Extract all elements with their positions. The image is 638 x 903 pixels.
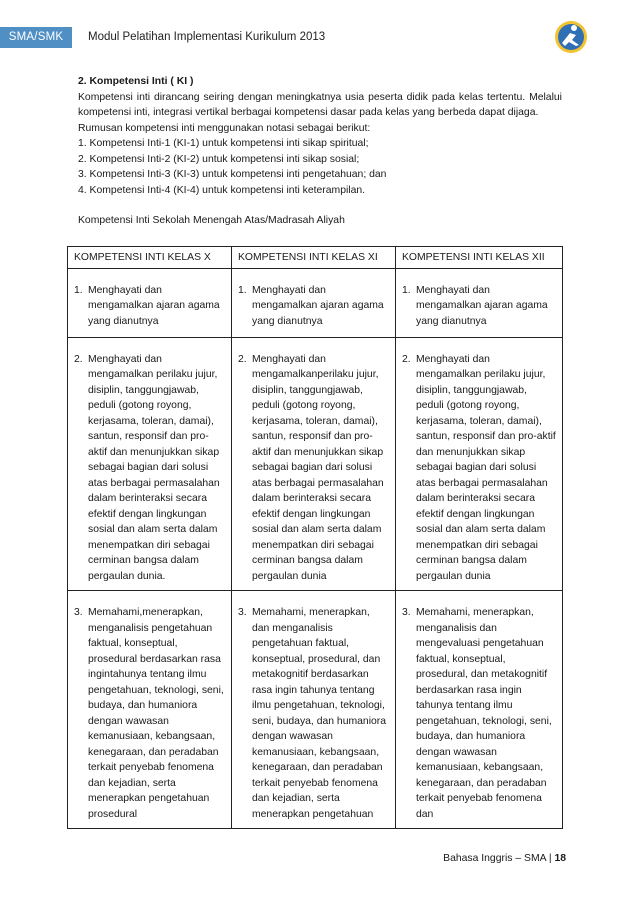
item-text: Memahami,menerapkan, menganalisis pengetahuan faktual, konseptual, prosedural berdasarkan rasa ingintahunya tentang ilmu pengetahuan, teknologi, seni, budaya, dan humaniora dengan wawasan kemanusiaan, kebangsaan, kenegaraan, dan peradaban terkait penyebab fenomena dan kejadian, serta menerapkan pengetahuan prosedural xyxy=(88,607,224,820)
table-cell xyxy=(68,591,232,829)
item-number: 1. xyxy=(74,284,83,296)
page-footer xyxy=(0,851,566,866)
page-number: 18 xyxy=(554,853,566,864)
item-text: Menghayati dan mengamalkan perilaku jujur, disiplin, tanggungjawab, peduli (gotong royong, kerjasama, toleran, damai), santun, responsif dan pro-aktif dan menunjukkan sikap sebagai bagian dari solusi atas berbagai permasalahan dalam berinteraksi secara efektif dengan lingkungan sosial dan alam serta dalam menempatkan diri sebagai cerminan bangsa dalam pergaulan dunia xyxy=(416,353,556,582)
section-title: 2. Kompetensi Inti ( KI ) xyxy=(78,76,194,87)
table-cell xyxy=(232,337,396,591)
notation-item: 1. Kompetensi Inti-1 (KI-1) untuk kompetensi inti sikap spiritual; xyxy=(78,138,369,149)
table-cell xyxy=(396,337,563,591)
module-title: Modul Pelatihan Implementasi Kurikulum 2013 xyxy=(88,31,326,43)
table-cell xyxy=(232,591,396,829)
table-row xyxy=(68,591,563,829)
section-intro: Kompetensi inti dirancang seiring dengan meningkatnya usia peserta didik pada kelas tertentu. Melalui kompetensi inti, integrasi vertikal berbagai kompetensi dasar pada kelas yang berbeda dapat dijaga. xyxy=(78,91,562,118)
core-competency-table xyxy=(67,246,563,829)
column-header: KOMPETENSI INTI KELAS X xyxy=(68,247,232,269)
item-text: Menghayati dan mengamalkan perilaku jujur, disiplin, tanggungjawab, peduli (gotong royong, kerjasama, toleran, damai), santun, responsif dan pro-aktif dan menunjukkan sikap sebagai bagian dari solusi atas berbagai permasalahan dalam berinteraksi secara efektif dengan lingkungan sosial dan alam serta dalam menempatkan diri sebagai cerminan bangsa dalam pergaulan dunia. xyxy=(88,353,220,582)
table-cell xyxy=(68,337,232,591)
column-header: KOMPETENSI INTI KELAS XII xyxy=(396,247,563,269)
table-caption: Kompetensi Inti Sekolah Menengah Atas/Madrasah Aliyah xyxy=(78,215,345,226)
ministry-logo-icon xyxy=(553,19,589,55)
notation-item: 3. Kompetensi Inti-3 (KI-3) untuk kompetensi inti pengetahuan; dan xyxy=(78,169,387,180)
table-cell xyxy=(396,268,563,337)
item-text: Menghayati dan mengamalkan ajaran agama yang dianutnya xyxy=(88,284,220,327)
school-level-tag: SMA/SMK xyxy=(0,27,72,48)
item-number: 1. xyxy=(402,284,411,296)
item-text: Memahami, menerapkan, menganalisis dan mengevaluasi pengetahuan faktual, konseptual, prosedural, dan metakognitif berdasarkan rasa ingin tahunya tentang ilmu pengetahuan, teknologi, seni, budaya, dan humaniora dengan wawasan kemanusiaan, kebangsaan, kenegaraan, dan peradaban terkait penyebab fenomena dan xyxy=(416,607,552,820)
item-text: Menghayati dan mengamalkan ajaran agama yang dianutnya xyxy=(416,284,548,327)
notation-intro: Rumusan kompetensi inti menggunakan notasi sebagai berikut: xyxy=(78,122,371,134)
item-text: Menghayati dan mengamalkanperilaku jujur, disiplin, tanggungjawab, peduli (gotong royong, kerjasama, toleran, damai), santun, responsif dan pro-aktif dan menunjukkan sikap sebagai bagian dari solusi atas berbagai permasalahan dalam berinteraksi secara efektif dengan lingkungan sosial dan alam serta dalam menempatkan diri sebagai cerminan bangsa dalam pergaulan dunia xyxy=(252,353,384,582)
page-header xyxy=(0,0,638,62)
item-number: 3. xyxy=(74,607,83,618)
column-header: KOMPETENSI INTI KELAS XI xyxy=(232,247,396,269)
footer-label: Bahasa Inggris – SMA | xyxy=(443,853,552,864)
table-row xyxy=(68,337,563,591)
notation-item: 4. Kompetensi Inti-4 (KI-4) untuk kompetensi inti keterampilan. xyxy=(78,184,366,196)
item-number: 1. xyxy=(238,284,247,296)
table-header-row xyxy=(68,247,563,269)
table-cell xyxy=(396,591,563,829)
notation-item: 2. Kompetensi Inti-2 (KI-2) untuk kompetensi inti sikap sosial; xyxy=(78,153,360,165)
item-text: Memahami, menerapkan, dan menganalisis pengetahuan faktual, konseptual, prosedural, dan metakognitif berdasarkan rasa ingin tahunya tentang ilmu pengetahuan, teknologi, seni, budaya, dan humaniora dengan wawasan kemanusiaan, kebangsaan, kenegaraan, dan peradaban terkait penyebab fenomena dan kejadian, serta menerapkan pengetahuan xyxy=(252,607,387,820)
table-cell xyxy=(68,268,232,337)
item-text: Menghayati dan mengamalkan ajaran agama yang dianutnya xyxy=(252,284,384,327)
item-number: 3. xyxy=(238,607,247,618)
item-number: 3. xyxy=(402,607,411,618)
table-cell xyxy=(232,268,396,337)
item-number: 2. xyxy=(402,353,411,365)
table-row xyxy=(68,268,563,337)
item-number: 2. xyxy=(74,353,83,365)
item-number: 2. xyxy=(238,353,247,365)
section-body xyxy=(78,74,562,229)
